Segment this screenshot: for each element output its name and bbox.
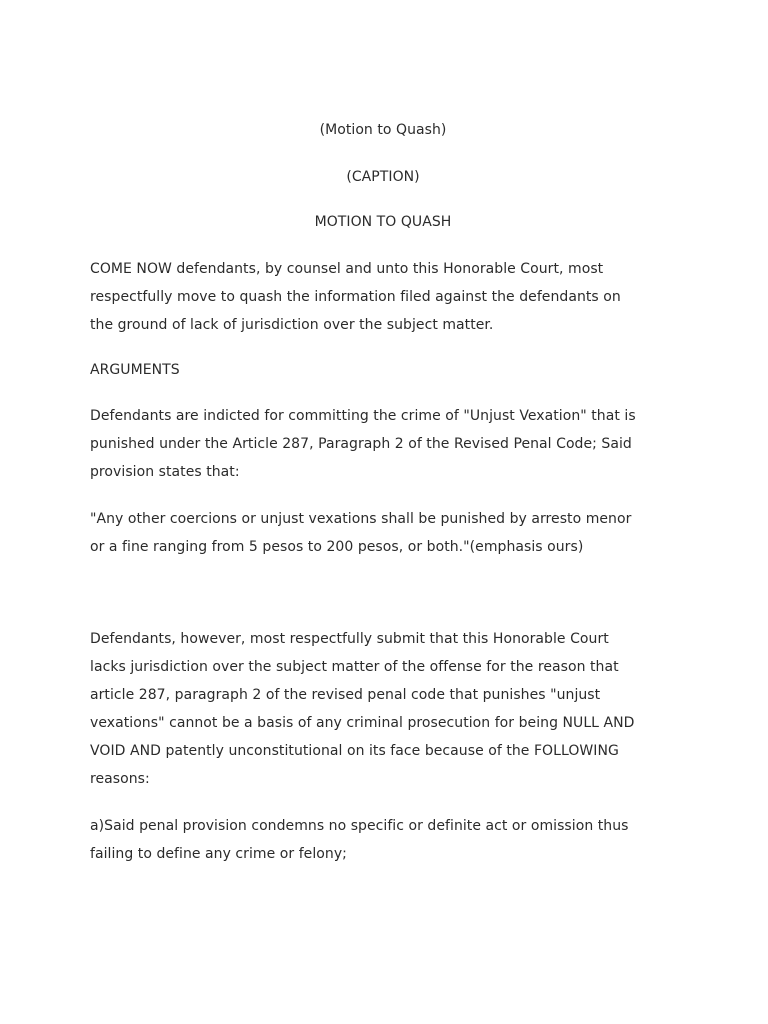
motion-title: MOTION TO QUASH (314, 214, 452, 230)
indictment-line: Defendants are indicted for committing the crime of "Unjust Vexation" that is (90, 408, 636, 424)
intro-line: the ground of lack of jurisdiction over the subject matter. (90, 317, 494, 333)
document-page (90, 0, 690, 1024)
submission-line: VOID AND patently unconstitutional on its face because of the FOLLOWING (90, 743, 619, 759)
intro-line: respectfully move to quash the information filed against the defendants on (90, 289, 621, 305)
indictment-line: punished under the Article 287, Paragraph 2 of the Revised Penal Code; Said (90, 436, 632, 452)
caption: (CAPTION) (346, 169, 420, 185)
submission-line: article 287, paragraph 2 of the revised penal code that punishes "unjust (90, 687, 601, 703)
reason-a-line: failing to define any crime or felony; (90, 846, 347, 862)
submission-line: vexations" cannot be a basis of any criminal prosecution for being NULL AND (90, 715, 635, 731)
arguments-heading: ARGUMENTS (90, 362, 180, 378)
quote-line: or a fine ranging from 5 pesos to 200 pesos, or both."(emphasis ours) (90, 539, 584, 555)
submission-line: reasons: (90, 771, 150, 787)
indictment-line: provision states that: (90, 464, 240, 480)
submission-line: lacks jurisdiction over the subject matter of the offense for the reason that (90, 659, 619, 675)
quote-line: "Any other coercions or unjust vexations shall be punished by arresto menor (90, 511, 632, 527)
reason-a-line: a)Said penal provision condemns no specific or definite act or omission thus (90, 818, 629, 834)
submission-line: Defendants, however, most respectfully submit that this Honorable Court (90, 631, 609, 647)
header-title: (Motion to Quash) (319, 122, 447, 138)
intro-line: COME NOW defendants, by counsel and unto this Honorable Court, most (90, 261, 604, 277)
